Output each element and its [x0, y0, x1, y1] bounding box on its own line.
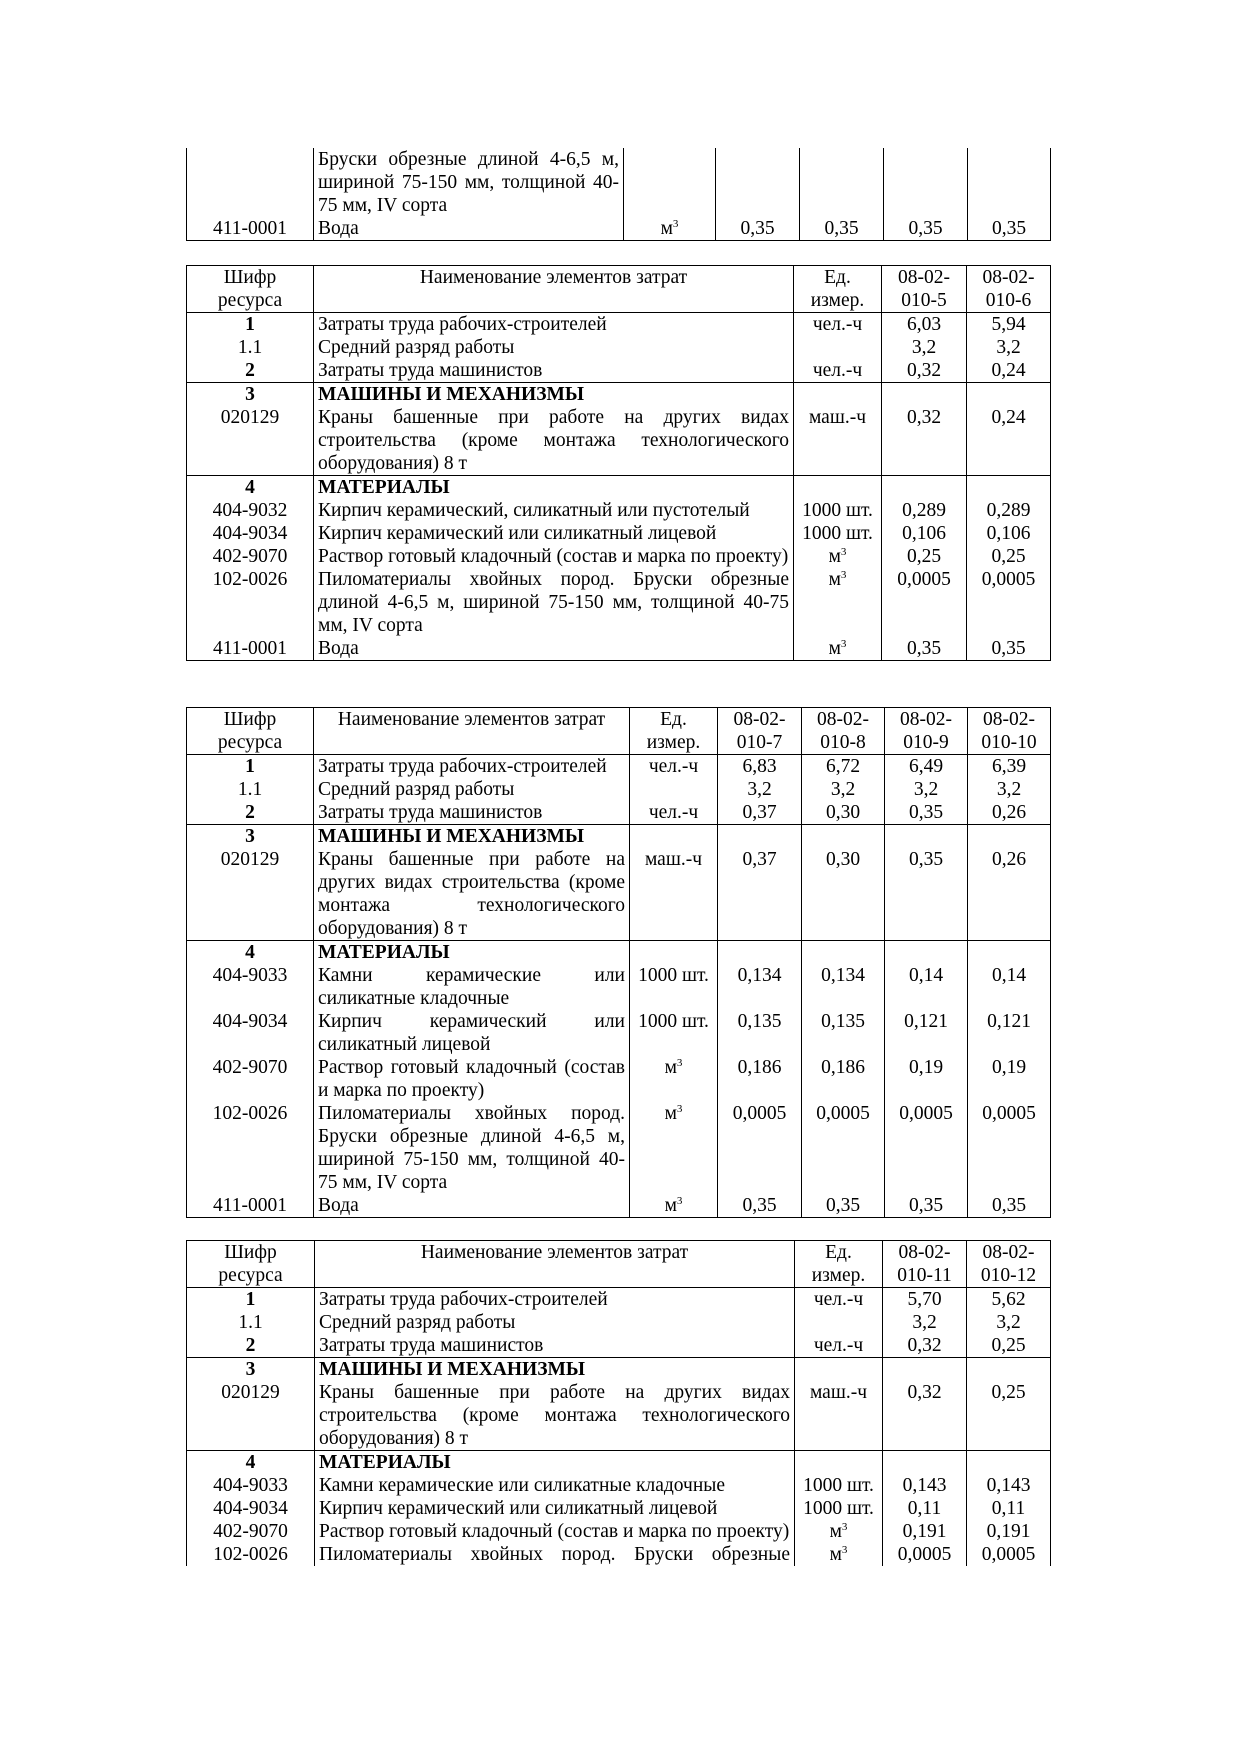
table-row: 020129 Краны башенные при работе на других видах строительства (кроме монтажа технологического оборудования) 8 т маш.-ч 0,32 0,24	[187, 406, 1051, 476]
table-row: 102-0026 Пиломатериалы хвойных пород. Бруски обрезные $м^3$ 0,0005 0,0005	[187, 1543, 1051, 1566]
header-unit: Ед. измер.	[795, 1241, 883, 1288]
table-row: 411-0001 Вода $м^3$ 0,35 0,35	[187, 637, 1051, 661]
table-header	[187, 1241, 1051, 1288]
table-row: 411-0001 Вода $м^3$ 0,35 0,35 0,35 0,35	[187, 1194, 1051, 1218]
table-row: 102-0026 Пиломатериалы хвойных пород. Бруски обрезные длиной 4-6,5 м, шириной 75-150 мм, толщиной 40-75 мм, IV сорта $м^3$ 0,0005 0,0005 0,0005 0,0005	[187, 1102, 1051, 1194]
section-row: 3 МАШИНЫ И МЕХАНИЗМЫ	[187, 1358, 1051, 1382]
element-name: Бруски обрезные длиной 4-6,5 м, шириной 75-150 мм, толщиной 40-75 мм, IV сорта Вода	[314, 148, 624, 241]
cost-table-08-02-010-11-12	[186, 1240, 1051, 1566]
table-row: 102-0026 Пиломатериалы хвойных пород. Бруски обрезные длиной 4-6,5 м, шириной 75-150 мм, толщиной 40-75 мм, IV сорта $м^3$ 0,0005 0,0005	[187, 568, 1051, 637]
table-row: 1.1 Средний разряд работы 3,2 3,2 3,2 3,2	[187, 778, 1051, 801]
header-unit: Ед. измер.	[630, 708, 718, 755]
resource-code: 411-0001	[187, 148, 314, 241]
section-row: 3 МАШИНЫ И МЕХАНИЗМЫ	[187, 825, 1051, 849]
header-norm-code: 08-02-010-12	[967, 1241, 1051, 1288]
header-norm-code: 08-02-010-9	[885, 708, 968, 755]
cost-table-08-02-010-7-10	[186, 707, 1051, 1218]
header-resource-code: Шифр ресурса	[187, 1241, 315, 1288]
header-norm-code: 08-02-010-6	[967, 266, 1051, 313]
header-resource-code: Шифр ресурса	[187, 266, 314, 313]
section-row: 4 МАТЕРИАЛЫ	[187, 1451, 1051, 1475]
header-unit: Ед. измер.	[794, 266, 882, 313]
header-norm-code: 08-02-010-10	[968, 708, 1051, 755]
table-row: 402-9070 Раствор готовый кладочный (состав и марка по проекту) $м^3$ 0,191 0,191	[187, 1520, 1051, 1543]
table-row: 1 Затраты труда рабочих-строителей чел.-ч 6,03 5,94	[187, 313, 1051, 337]
cost-table-continuation	[186, 148, 1051, 241]
section-row: 4 МАТЕРИАЛЫ	[187, 941, 1051, 965]
table-header	[187, 708, 1051, 755]
header-norm-code: 08-02-010-7	[718, 708, 802, 755]
value-cell: 0,35	[884, 148, 968, 241]
unit-cell: $м^3$	[624, 148, 716, 241]
table-row: 2 Затраты труда машинистов чел.-ч 0,32 0,24	[187, 359, 1051, 383]
table-row: 402-9070 Раствор готовый кладочный (состав и марка по проекту) $м^3$ 0,25 0,25	[187, 545, 1051, 568]
table-row: 402-9070 Раствор готовый кладочный (состав и марка по проекту) $м^3$ 0,186 0,186 0,19 0,19	[187, 1056, 1051, 1102]
header-norm-code: 08-02-010-5	[882, 266, 967, 313]
header-resource-code: Шифр ресурса	[187, 708, 314, 755]
table-row: 020129 Краны башенные при работе на других видах строительства (кроме монтажа технологического оборудования) 8 т маш.-ч 0,37 0,30 0,35 0,26	[187, 848, 1051, 941]
header-element-name: Наименование элементов затрат	[314, 708, 630, 755]
table-row: 404-9034 Кирпич керамический или силикатный лицевой 1000 шт. 0,135 0,135 0,121 0,121	[187, 1010, 1051, 1056]
table-row: 1 Затраты труда рабочих-строителей чел.-ч 6,83 6,72 6,49 6,39	[187, 755, 1051, 779]
table-header	[187, 266, 1051, 313]
table-row: 404-9033 Камни керамические или силикатные кладочные 1000 шт. 0,134 0,134 0,14 0,14	[187, 964, 1051, 1010]
header-element-name: Наименование элементов затрат	[314, 266, 794, 313]
table-row: 020129 Краны башенные при работе на других видах строительства (кроме монтажа технологического оборудования) 8 т маш.-ч 0,32 0,25	[187, 1381, 1051, 1451]
header-element-name: Наименование элементов затрат	[315, 1241, 795, 1288]
table-row: 404-9033 Камни керамические или силикатные кладочные 1000 шт. 0,143 0,143	[187, 1474, 1051, 1497]
section-row: 4 МАТЕРИАЛЫ	[187, 476, 1051, 500]
table-row: 1.1 Средний разряд работы 3,2 3,2	[187, 1311, 1051, 1334]
cost-table-08-02-010-5-6	[186, 265, 1051, 661]
value-cell: 0,35	[968, 148, 1051, 241]
table-row: 404-9034 Кирпич керамический или силикатный лицевой 1000 шт. 0,11 0,11	[187, 1497, 1051, 1520]
table-row: 1 Затраты труда рабочих-строителей чел.-ч 5,70 5,62	[187, 1288, 1051, 1312]
table-row: 404-9032 Кирпич керамический, силикатный или пустотелый 1000 шт. 0,289 0,289	[187, 499, 1051, 522]
header-norm-code: 08-02-010-8	[802, 708, 885, 755]
table-row: 1.1 Средний разряд работы 3,2 3,2	[187, 336, 1051, 359]
header-norm-code: 08-02-010-11	[883, 1241, 967, 1288]
value-cell: 0,35	[800, 148, 884, 241]
value-cell: 0,35	[716, 148, 800, 241]
section-row: 3 МАШИНЫ И МЕХАНИЗМЫ	[187, 383, 1051, 407]
table-row: 404-9034 Кирпич керамический или силикатный лицевой 1000 шт. 0,106 0,106	[187, 522, 1051, 545]
table-row: 2 Затраты труда машинистов чел.-ч 0,37 0,30 0,35 0,26	[187, 801, 1051, 825]
table-row: 2 Затраты труда машинистов чел.-ч 0,32 0,25	[187, 1334, 1051, 1358]
